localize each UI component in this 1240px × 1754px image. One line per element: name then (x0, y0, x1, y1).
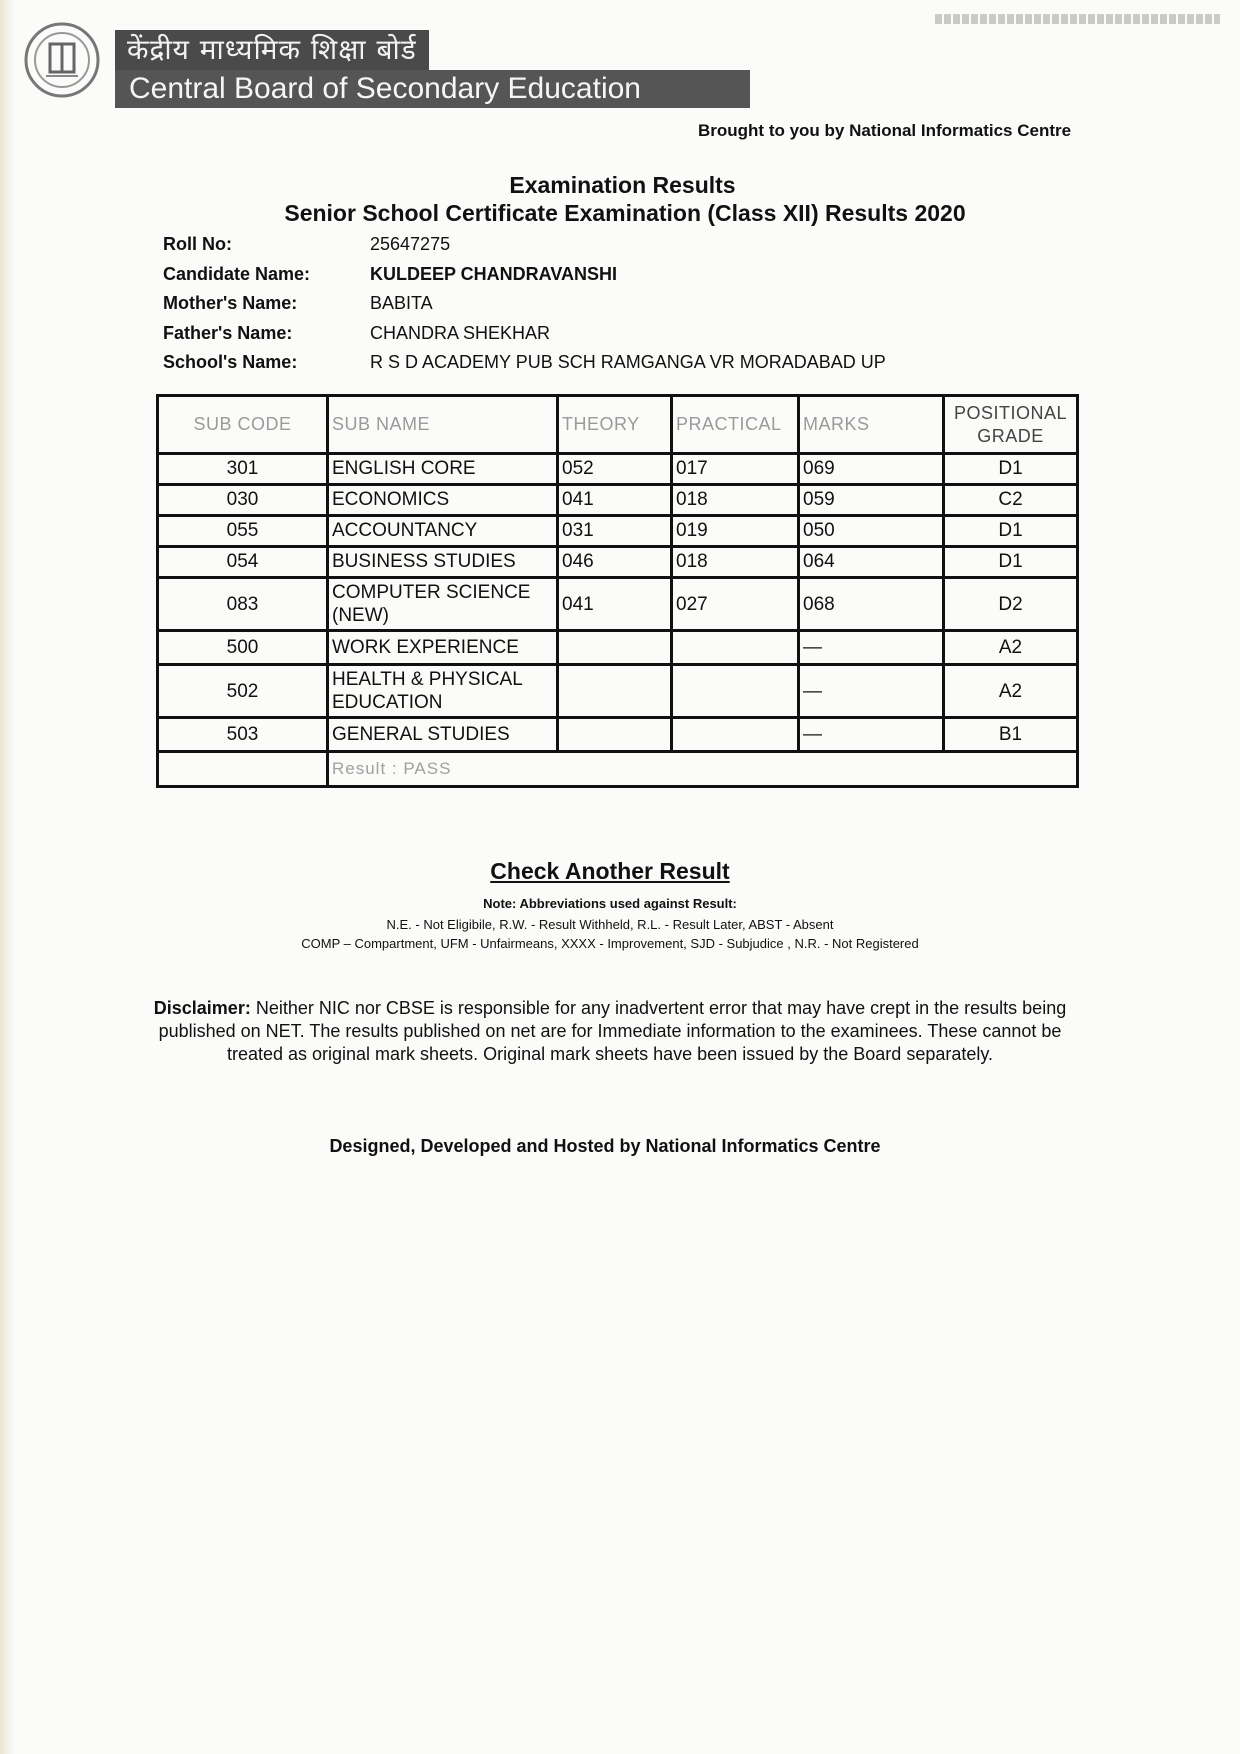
header-positional-grade (944, 396, 1078, 454)
roll-row (163, 230, 886, 260)
marks: — (799, 665, 944, 718)
result-empty-cell (158, 752, 328, 787)
note-abbreviations-line2: COMP – Compartment, UFM - Unfairmeans, XXXX - Improvement, SJD - Subjudice , N.R. - Not Registered (301, 936, 919, 951)
practical (672, 631, 799, 665)
marks: — (799, 718, 944, 752)
marks: — (799, 631, 944, 665)
marks: 059 (799, 485, 944, 516)
result-row (158, 752, 1078, 787)
header-grade-line2: GRADE (977, 425, 1044, 446)
header-marks: MARKS (799, 396, 944, 454)
practical: 019 (672, 516, 799, 547)
grade: D1 (944, 454, 1078, 485)
father-name-row (163, 319, 886, 349)
sub-code: 054 (158, 547, 328, 578)
table-header-row (158, 396, 1078, 454)
theory (558, 718, 672, 752)
practical: 017 (672, 454, 799, 485)
sub-code: 083 (158, 578, 328, 631)
grade: A2 (944, 665, 1078, 718)
theory (558, 631, 672, 665)
mother-name-row (163, 289, 886, 319)
candidate-name-value: KULDEEP CHANDRAVANSHI (370, 263, 618, 284)
sub-name: BUSINESS STUDIES (328, 547, 558, 578)
sub-name: ECONOMICS (328, 485, 558, 516)
practical: 018 (672, 485, 799, 516)
board-title-english: Central Board of Secondary Education (115, 70, 750, 108)
practical: 018 (672, 547, 799, 578)
grade: D1 (944, 547, 1078, 578)
table-row (158, 454, 1078, 485)
sub-name (328, 578, 558, 631)
header-theory: THEORY (558, 396, 672, 454)
cbse-emblem-icon (22, 20, 102, 100)
brought-by-text: Brought to you by National Informatics Centre (698, 121, 1072, 140)
header-sub-code: SUB CODE (158, 396, 328, 454)
marks: 069 (799, 454, 944, 485)
candidate-details (163, 230, 886, 378)
sub-name: WORK EXPERIENCE (328, 631, 558, 665)
printed-url-strip (935, 14, 1220, 24)
header-sub-name: SUB NAME (328, 396, 558, 454)
roll-label: Roll No: (163, 234, 232, 255)
marks: 068 (799, 578, 944, 631)
note-title: Note: Abbreviations used against Result: (483, 896, 737, 911)
theory: 031 (558, 516, 672, 547)
sub-name-line2: EDUCATION (332, 692, 443, 713)
sub-name-line1: HEALTH & PHYSICAL (332, 669, 523, 690)
table-row (158, 547, 1078, 578)
page-title: Examination Results (509, 172, 736, 198)
sub-name: ACCOUNTANCY (328, 516, 558, 547)
table-row (158, 665, 1078, 718)
header-practical: PRACTICAL (672, 396, 799, 454)
school-name-value: R S D ACADEMY PUB SCH RAMGANGA VR MORADABAD UP (370, 352, 886, 373)
board-title-hindi: केंद्रीय माध्यमिक शिक्षा बोर्ड (115, 30, 429, 70)
sub-name: GENERAL STUDIES (328, 718, 558, 752)
theory: 041 (558, 485, 672, 516)
sub-code: 301 (158, 454, 328, 485)
sub-name-line1: COMPUTER SCIENCE (332, 582, 531, 603)
candidate-name-row (163, 260, 886, 290)
results-table (156, 394, 1079, 788)
page-subtitle: Senior School Certificate Examination (Class XII) Results 2020 (284, 200, 966, 226)
sub-code: 503 (158, 718, 328, 752)
note-abbreviations-line1: N.E. - Not Eligibile, R.W. - Result Withheld, R.L. - Result Later, ABST - Absent (386, 917, 834, 932)
disclaimer (150, 997, 1070, 1066)
mother-name-value: BABITA (370, 293, 433, 314)
father-name-value: CHANDRA SHEKHAR (370, 322, 551, 343)
theory: 041 (558, 578, 672, 631)
sub-name-line2: (NEW) (332, 605, 389, 626)
table-row (158, 631, 1078, 665)
grade: C2 (944, 485, 1078, 516)
grade: D2 (944, 578, 1078, 631)
school-name-row (163, 348, 886, 378)
roll-value: 25647275 (370, 234, 451, 255)
sub-code: 030 (158, 485, 328, 516)
practical (672, 718, 799, 752)
theory: 052 (558, 454, 672, 485)
candidate-name-label: Candidate Name: (163, 263, 311, 284)
table-row (158, 485, 1078, 516)
table-row (158, 718, 1078, 752)
footer-credit: Designed, Developed and Hosted by National Informatics Centre (329, 1136, 881, 1156)
school-name-label: School's Name: (163, 352, 298, 373)
theory (558, 665, 672, 718)
grade: B1 (944, 718, 1078, 752)
practical (672, 665, 799, 718)
disclaimer-label: Disclaimer: (153, 998, 251, 1018)
table-row (158, 578, 1078, 631)
result-status: Result : PASS (328, 752, 1078, 787)
disclaimer-text: Neither NIC nor CBSE is responsible for any inadvertent error that may have crept in the results being published on NET. The results published on net are for Immediate information to the examinees. These cannot be treated as original mark sheets. Original mark sheets have been issued by the Board separately. (158, 998, 1067, 1064)
theory: 046 (558, 547, 672, 578)
grade: A2 (944, 631, 1078, 665)
table-row (158, 516, 1078, 547)
mother-name-label: Mother's Name: (163, 293, 298, 314)
header-grade-line1: POSITIONAL (953, 402, 1068, 423)
sub-name: ENGLISH CORE (328, 454, 558, 485)
sub-code: 500 (158, 631, 328, 665)
sub-name (328, 665, 558, 718)
check-another-result-link[interactable]: Check Another Result (490, 858, 730, 884)
sub-code: 055 (158, 516, 328, 547)
marks: 050 (799, 516, 944, 547)
father-name-label: Father's Name: (163, 322, 293, 343)
marks: 064 (799, 547, 944, 578)
practical: 027 (672, 578, 799, 631)
grade: D1 (944, 516, 1078, 547)
sub-code: 502 (158, 665, 328, 718)
